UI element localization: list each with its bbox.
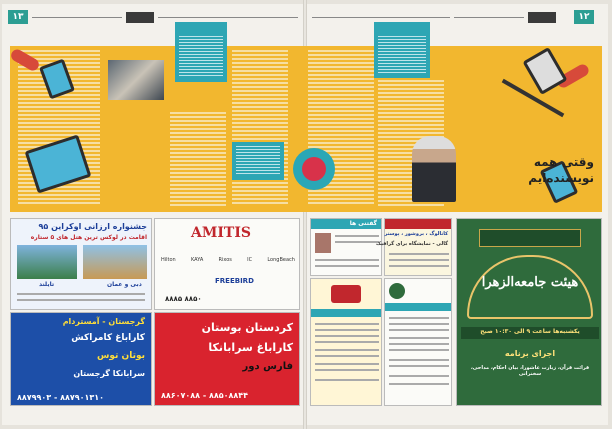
ad-title: جشنواره ارزانی اوکراین ۹۵ [38,222,147,231]
classified-ad-right [384,278,452,406]
ad-text-line [389,259,449,261]
ad-line: سرابانکا گرجستان [73,369,145,378]
classified-ad-left [310,278,382,406]
ad-text-line [315,363,379,365]
photo-caption: دبی و عمان [107,281,142,288]
program-details: قرائت قرآن، زیارت عاشورا، بیان احکام، مداحی، سخنرانی [470,365,590,377]
ad-text-line [315,341,379,343]
hotel-name: IC [247,257,253,263]
ad-text-line [17,299,145,301]
ad-text-line [389,375,449,377]
ad-text-line [389,349,449,351]
ad-line: گرجستان - آمستردام [62,317,145,326]
headline-line: وقتی همه [533,155,594,169]
hotel-name: KAYA [190,257,204,263]
ad-logo [331,285,361,303]
hotel-list [161,257,295,263]
calligraphy-banner [479,229,581,247]
seal-icon [389,283,405,299]
booklet-header-bar [385,219,451,229]
ad-photo [83,245,147,279]
ad-line: کردستان بوستان [201,321,293,334]
ad-text-line [315,323,379,325]
ad-text-line [389,329,449,331]
program-heading: اجرای برنامه [504,349,556,358]
ad-text-line [389,359,449,361]
page-number-right: ۱۲ [574,10,594,24]
kurdistan-ad [154,312,300,406]
ad-text-line [389,323,449,325]
headline-line: نویسنده‌ایم [528,171,594,185]
news-photo [315,233,331,253]
ad-text-line [389,343,449,345]
sidebar-box-left [175,22,227,82]
hotel-name: LongBeach [267,257,295,263]
booklet-ad [375,218,452,276]
ad-text-line [315,329,379,331]
page-number-left: ۱۳ [8,10,28,24]
ad-photo [17,245,77,279]
hotel-name: Rixos [218,257,232,263]
ad-text-line [315,335,379,337]
event-time: یکشنبه‌ها ساعت ۹ الی ۱۰:۳۰ صبح [480,328,580,335]
ad-line: کاراباغ کامراکش [71,333,145,343]
tour-ad-bottom [10,312,152,406]
globe-emblem [293,148,335,190]
ad-text-line [389,365,449,367]
news-text-line [315,259,379,261]
ad-title: کاتالوگ ، بروشور ، پوستر [384,231,448,237]
article-text-column [232,50,288,206]
ad-line: فارس دور [242,361,293,372]
religious-ad [456,218,602,406]
event-title: هیئت جامعه‌الزهرا [481,275,579,290]
ad-text-line [389,253,449,255]
ad-header-bar [385,303,451,311]
header-rule [312,17,450,18]
amitis-ad [154,218,300,310]
ad-text-line [315,369,379,371]
ad-line: بوتان توس [96,351,145,361]
ad-text-line [315,349,379,351]
tour-ad-top [10,218,152,310]
sub-brand: FREEBIRD [215,277,254,285]
news-text-line [335,241,379,243]
news-text-line [315,265,379,267]
hotel-name: Hilton [161,257,176,263]
feature-headline [504,154,594,186]
quote-box [232,142,284,180]
masthead-logo [126,12,154,23]
header-rule [158,17,298,18]
news-text-line [335,235,379,237]
ad-text: گالی - نمایشگاه برای گرافیک [375,241,448,247]
ad-text-line [315,379,379,381]
keyboard-illustration [523,47,568,95]
phone-number: ۸۸۵۰ ۸۸۸۵ [165,295,202,303]
ad-text-line [315,355,379,357]
author-portrait [412,136,456,202]
news-box-header: گفتنی ها [349,220,377,227]
phone-number: ۸۸۷۹۹۰۳ - ۸۸۷۹۰۱۳۱۰ [17,393,105,402]
feature-article [10,46,602,212]
ad-text-line [389,265,449,267]
article-text-column [170,112,226,206]
ad-line: کاراباغ سرابانکا [208,341,293,354]
ad-subtitle: اقامت در لوکس ترین هتل های ۵ ستاره [30,234,147,241]
ad-header-bar [311,309,381,317]
header-rule [32,17,122,18]
news-box [310,218,382,276]
phone-number: ۸۸۶۰۷۰۸۸ - ۸۸۵۰۸۸۴۴ [161,391,249,400]
ad-text-line [389,317,449,319]
header-rule [454,17,524,18]
meeting-photo [108,60,164,100]
sidebar-box-right [374,22,430,78]
photo-caption: تایلند [39,281,55,288]
ad-text-line [389,383,449,385]
ad-text-line [17,293,145,295]
masthead-logo [528,12,556,23]
ad-text-line [389,337,449,339]
brand-name: AMITIS [191,225,251,241]
